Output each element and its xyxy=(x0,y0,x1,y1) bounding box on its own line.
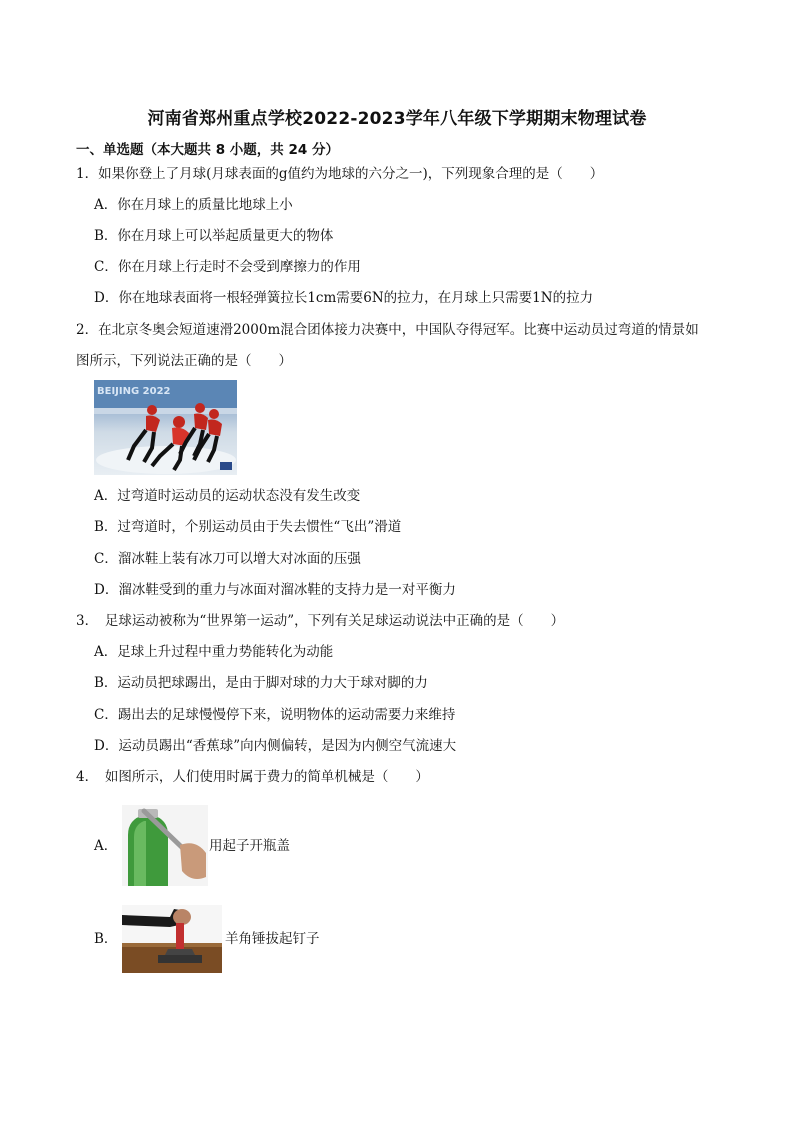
question-1-option-d: D．你在地球表面将一根轻弹簧拉长1cm需要6N的拉力，在月球上只需要1N的拉力 xyxy=(94,290,594,306)
question-2-option-b: B．过弯道时，个别运动员由于失去惯性“飞出”滑道 xyxy=(94,519,402,535)
question-2-option-a: A．过弯道时运动员的运动状态没有发生改变 xyxy=(94,488,361,504)
section-heading: 一、单选题（本大题共 8 小题，共 24 分） xyxy=(76,142,339,158)
question-3-option-a: A．足球上升过程中重力势能转化为动能 xyxy=(94,644,334,660)
question-3-option-b: B．运动员把球踢出，是由于脚对球的力大于球对脚的力 xyxy=(94,675,428,691)
beijing-2022-banner-text: BEIJING 2022 xyxy=(97,386,171,397)
question-4-stem: 4． 如图所示，人们使用时属于费力的简单机械是（ ） xyxy=(76,769,429,785)
question-2-stem-line2: 图所示，下列说法正确的是（ ） xyxy=(76,353,292,369)
question-2-option-c: C．溜冰鞋上装有冰刀可以增大对冰面的压强 xyxy=(94,551,361,567)
question-4-option-b-letter: B． xyxy=(94,931,118,947)
question-1-option-b: B．你在月球上可以举起质量更大的物体 xyxy=(94,228,334,244)
question-3-option-c: C．踢出去的足球慢慢停下来，说明物体的运动需要力来维持 xyxy=(94,707,456,723)
claw-hammer-photo xyxy=(122,905,222,973)
question-2-stem-line1: 2．在北京冬奥会短道速滑2000m混合团体接力决赛中，中国队夺得冠军。比赛中运动员过弯道的情景如 xyxy=(76,322,699,338)
page-title: 河南省郑州重点学校2022-2023学年八年级下学期期末物理试卷 xyxy=(147,109,647,129)
question-4-option-a-letter: A． xyxy=(94,838,118,854)
question-4-option-a-caption: 用起子开瓶盖 xyxy=(209,838,290,854)
question-3-stem: 3． 足球运动被称为“世界第一运动”，下列有关足球运动说法中正确的是（ ） xyxy=(76,613,565,629)
question-1-option-a: A．你在月球上的质量比地球上小 xyxy=(94,197,293,213)
question-1-option-c: C．你在月球上行走时不会受到摩擦力的作用 xyxy=(94,259,361,275)
question-3-option-d: D．运动员踢出“香蕉球”向内侧偏转，是因为内侧空气流速大 xyxy=(94,738,457,754)
question-4-option-b-caption: 羊角锤拔起钉子 xyxy=(225,931,320,947)
speed-skating-photo xyxy=(94,380,237,475)
question-1-stem: 1．如果你登上了月球(月球表面的g值约为地球的六分之一)，下列现象合理的是（ ） xyxy=(76,166,604,182)
question-2-option-d: D．溜冰鞋受到的重力与冰面对溜冰鞋的支持力是一对平衡力 xyxy=(94,582,456,598)
bottle-opener-photo xyxy=(122,805,208,886)
